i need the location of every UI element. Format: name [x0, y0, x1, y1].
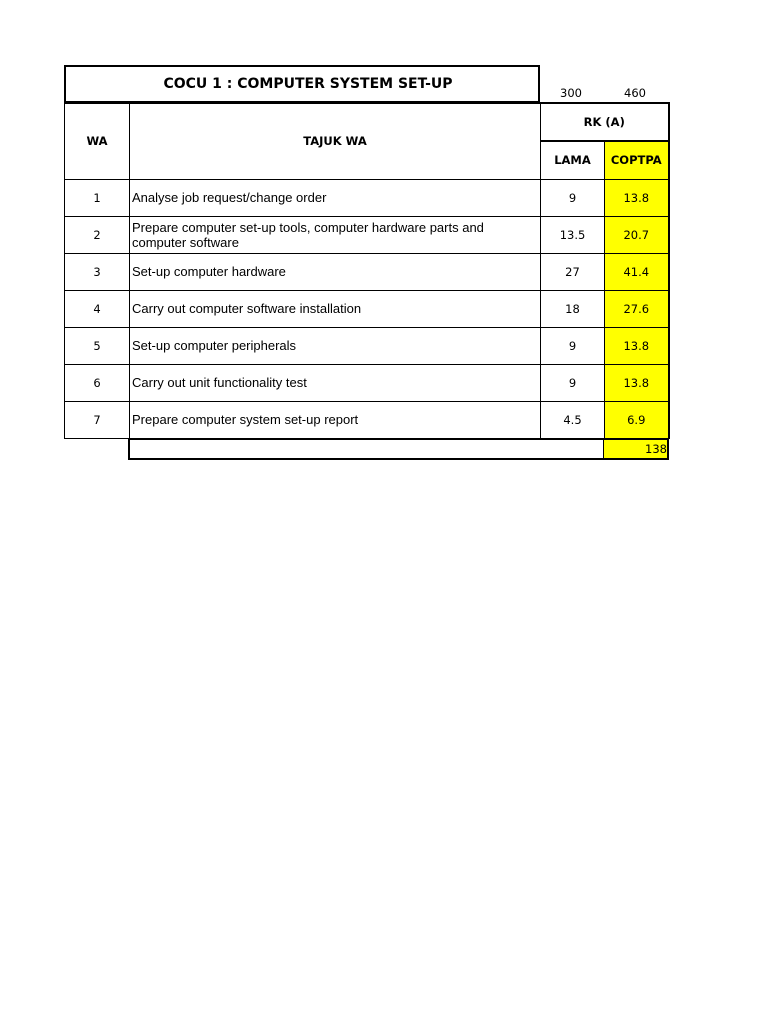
wa-number: 2: [65, 216, 130, 253]
coptpa-value: 27.6: [605, 290, 669, 327]
wa-number: 3: [65, 253, 130, 290]
header-rk-group: RK (A): [541, 103, 669, 141]
sheet-title: COCU 1 : COMPUTER SYSTEM SET-UP: [64, 65, 540, 103]
competency-table: [64, 102, 670, 439]
coptpa-value: 20.7: [605, 216, 669, 253]
lama-value: 4.5: [541, 401, 605, 438]
table-row: [65, 179, 669, 216]
header-wa: WA: [65, 103, 130, 179]
total-coptpa-value: 138: [603, 440, 667, 458]
tajuk-text: Set-up computer hardware: [130, 253, 541, 290]
header-coptpa: COPTPA: [605, 141, 669, 179]
table-row: [65, 364, 669, 401]
top-number-coptpa: 460: [624, 86, 646, 100]
coptpa-value: 13.8: [605, 364, 669, 401]
wa-number: 1: [65, 179, 130, 216]
tajuk-text: Analyse job request/change order: [130, 179, 541, 216]
header-tajuk: TAJUK WA: [130, 103, 541, 179]
tajuk-text: Carry out unit functionality test: [130, 364, 541, 401]
tajuk-text: Carry out computer software installation: [130, 290, 541, 327]
total-row: [128, 438, 669, 460]
wa-number: 4: [65, 290, 130, 327]
tajuk-text: Prepare computer system set-up report: [130, 401, 541, 438]
lama-value: 27: [541, 253, 605, 290]
wa-number: 5: [65, 327, 130, 364]
coptpa-value: 13.8: [605, 327, 669, 364]
table-row: [65, 327, 669, 364]
tajuk-text: Set-up computer peripherals: [130, 327, 541, 364]
wa-number: 7: [65, 401, 130, 438]
tajuk-text: Prepare computer set-up tools, computer hardware parts and computer software: [130, 216, 541, 253]
table-row: [65, 216, 669, 253]
table-row: [65, 401, 669, 438]
lama-value: 18: [541, 290, 605, 327]
top-number-lama: 300: [560, 86, 582, 100]
header-lama: LAMA: [541, 141, 605, 179]
coptpa-value: 41.4: [605, 253, 669, 290]
lama-value: 9: [541, 179, 605, 216]
lama-value: 13.5: [541, 216, 605, 253]
lama-value: 9: [541, 364, 605, 401]
lama-value: 9: [541, 327, 605, 364]
table-row: [65, 253, 669, 290]
coptpa-value: 13.8: [605, 179, 669, 216]
wa-number: 6: [65, 364, 130, 401]
coptpa-value: 6.9: [605, 401, 669, 438]
table-row: [65, 290, 669, 327]
